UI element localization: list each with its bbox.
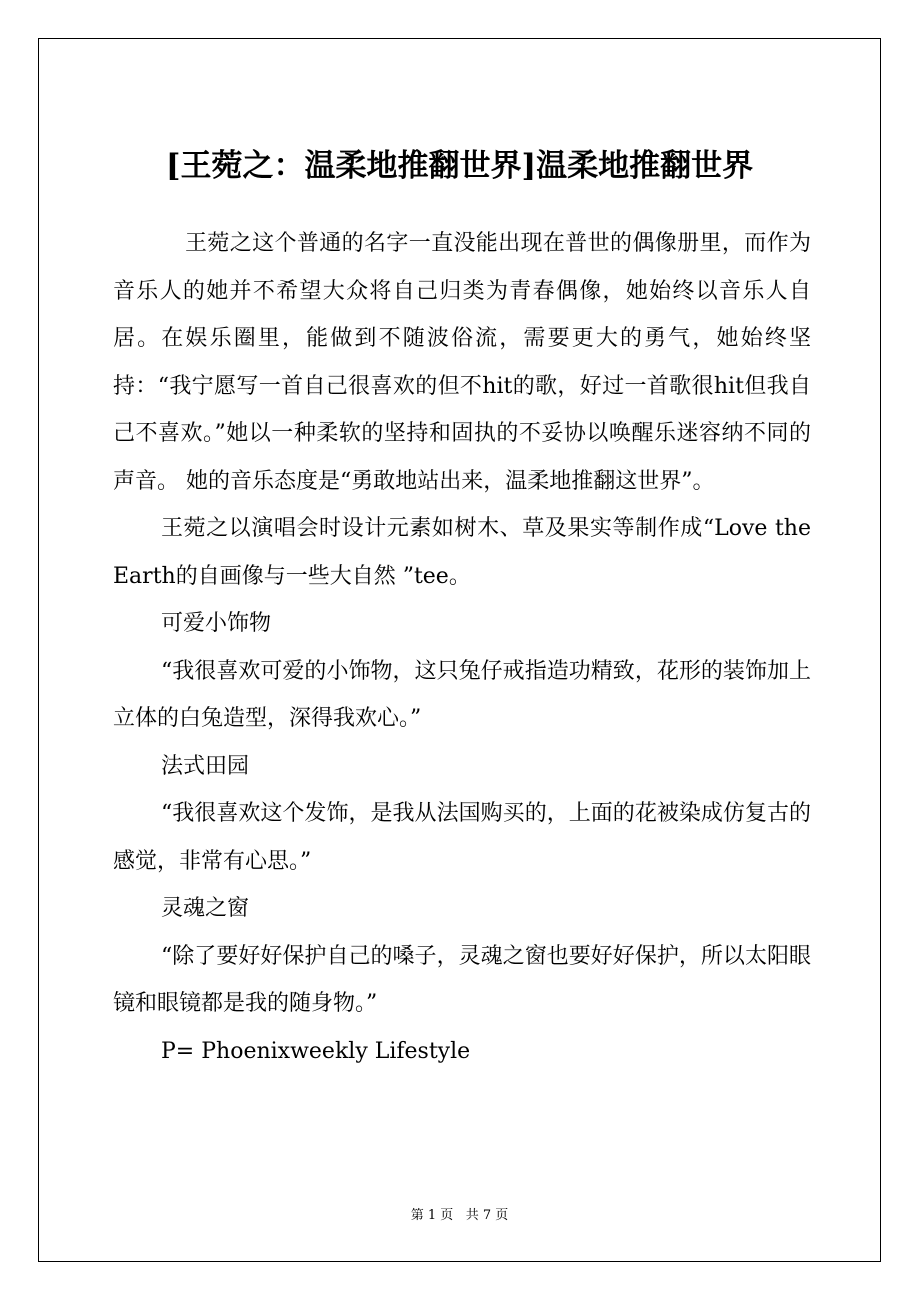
document-body bbox=[113, 220, 811, 1075]
section-heading-french-country: 法式田园 bbox=[161, 753, 250, 779]
page-number-footer: 第 1 页 共 7 页 bbox=[410, 1208, 509, 1223]
page-title: [王菀之：温柔地推翻世界]温柔地推翻世界 bbox=[165, 148, 754, 184]
paragraph-credit: P= Phoenixweekly Lifestyle bbox=[161, 1038, 471, 1064]
section-heading-window-of-soul: 灵魂之窗 bbox=[161, 896, 250, 921]
paragraph-cute-accessories: “我很喜欢可爱的小饰物，这只兔仔戒指造功精致，花形的装饰加上立体的白兔造型，深得我欢心。” bbox=[113, 658, 811, 731]
paragraph-window-of-soul: “除了要好好保护自己的嗓子，灵魂之窗也要好好保护，所以太阳眼镜和眼镜都是我的随身物。” bbox=[113, 943, 811, 1016]
paragraph-intro: 王菀之这个普通的名字一直没能出现在普世的偶像册里，而作为音乐人的她并不希望大众将自己归类为青春偶像，她始终以音乐人自居。在娱乐圈里，能做到不随波俗流，需要更大的勇气，她始终坚持：“我宁愿写一首自己很喜欢的但不hit的歌，好过一首歌很hit但我自己不喜欢。”她以一种柔软的坚持和固执的不妥协以唤醒乐迷容纳不同的声音。 她的音乐态度是“勇敢地站出来，温柔地推翻这世界”。 bbox=[113, 231, 811, 494]
paragraph-love-the-earth: 王菀之以演唱会时设计元素如树木、草及果实等制作成“Love the Earth的自画像与一些大自然 ”tee。 bbox=[113, 516, 811, 589]
paragraph-french-country: “我很喜欢这个发饰，是我从法国购买的，上面的花被染成仿复古的感觉，非常有心思。” bbox=[113, 801, 811, 874]
section-heading-cute-accessories: 可爱小饰物 bbox=[161, 611, 272, 636]
